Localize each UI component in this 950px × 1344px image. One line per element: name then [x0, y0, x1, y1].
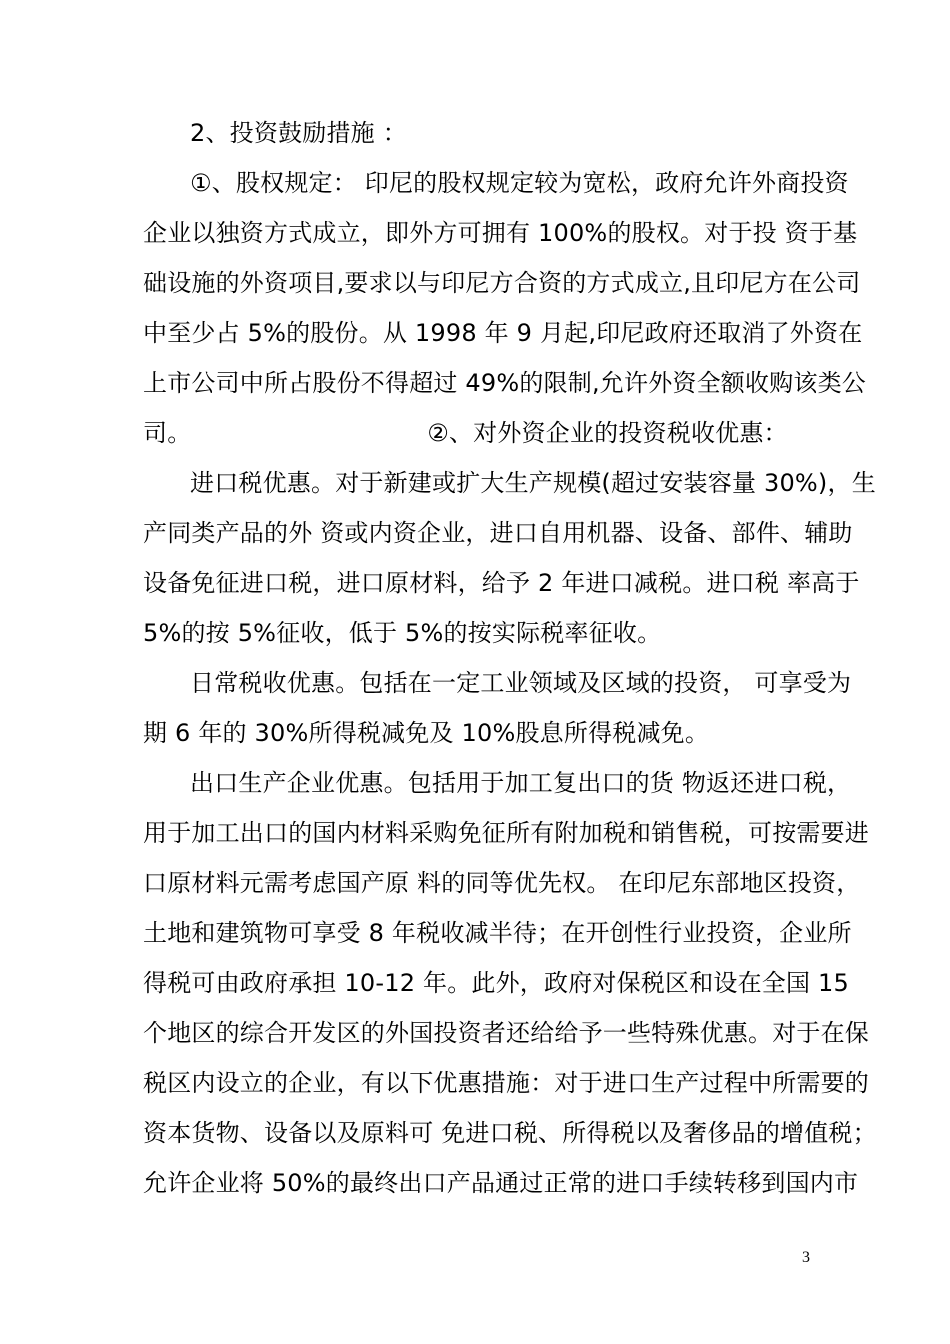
- text-line: 个地区的综合开发区的外国投资者还给给予一些特殊优惠。对于在保: [143, 1019, 869, 1047]
- text-line: 进口税优惠。对于新建或扩大生产规模(超过安装容量 30%)，生: [190, 469, 876, 497]
- text-line: 允许企业将 50%的最终出口产品通过正常的进口手续转移到国内市: [143, 1169, 859, 1197]
- page-number: 3: [802, 1249, 810, 1266]
- text-line: 企业以独资方式成立，即外方可拥有 100%的股权。对于投 资于基: [143, 219, 858, 247]
- text-line: 上市公司中所占股份不得超过 49%的限制,允许外资全额收购该类公: [143, 369, 866, 397]
- text-line: 得税可由政府承担 10-12 年。此外，政府对保税区和设在全国 15: [143, 969, 849, 997]
- text-line: 用于加工出口的国内材料采购免征所有附加税和销售税，可按需要进: [143, 819, 869, 847]
- text-line: 产同类产品的外 资或内资企业，进口自用机器、设备、部件、辅助: [143, 519, 853, 547]
- text-line: 税区内设立的企业，有以下优惠措施：对于进口生产过程中所需要的: [143, 1069, 869, 1097]
- text-line: 日常税收优惠。包括在一定工业领域及区域的投资， 可享受为: [190, 669, 852, 697]
- text-line: 5%的按 5%征收，低于 5%的按实际税率征收。: [143, 619, 662, 647]
- text-line: 资本货物、设备以及原料可 免进口税、所得税以及奢侈品的增值税；: [143, 1119, 877, 1147]
- text-line: 口原材料元需考虑国产原 料的同等优先权。 在印尼东部地区投资，: [143, 869, 861, 897]
- text-line: 土地和建筑物可享受 8 年税收减半待；在开创性行业投资，企业所: [143, 919, 852, 947]
- text-line: 设备免征进口税，进口原材料，给予 2 年进口减税。进口税 率高于: [143, 569, 860, 597]
- text-line: ①、股权规定： 印尼的股权规定较为宽松，政府允许外商投资: [190, 169, 849, 197]
- text-line: 期 6 年的 30%所得税减免及 10%股息所得税减免。: [143, 719, 710, 747]
- text-line: 出口生产企业优惠。包括用于加工复出口的货 物返还进口税，: [190, 769, 852, 797]
- section-heading: 2、投资鼓励措施 ：: [190, 119, 407, 147]
- text-line: 司。 ②、对外资企业的投资税收优惠：: [143, 419, 788, 447]
- text-line: 中至少占 5%的股份。从 1998 年 9 月起,印尼政府还取消了外资在: [143, 319, 863, 347]
- text-line: 础设施的外资项目,要求以与印尼方合资的方式成立,且印尼方在公司: [143, 269, 861, 297]
